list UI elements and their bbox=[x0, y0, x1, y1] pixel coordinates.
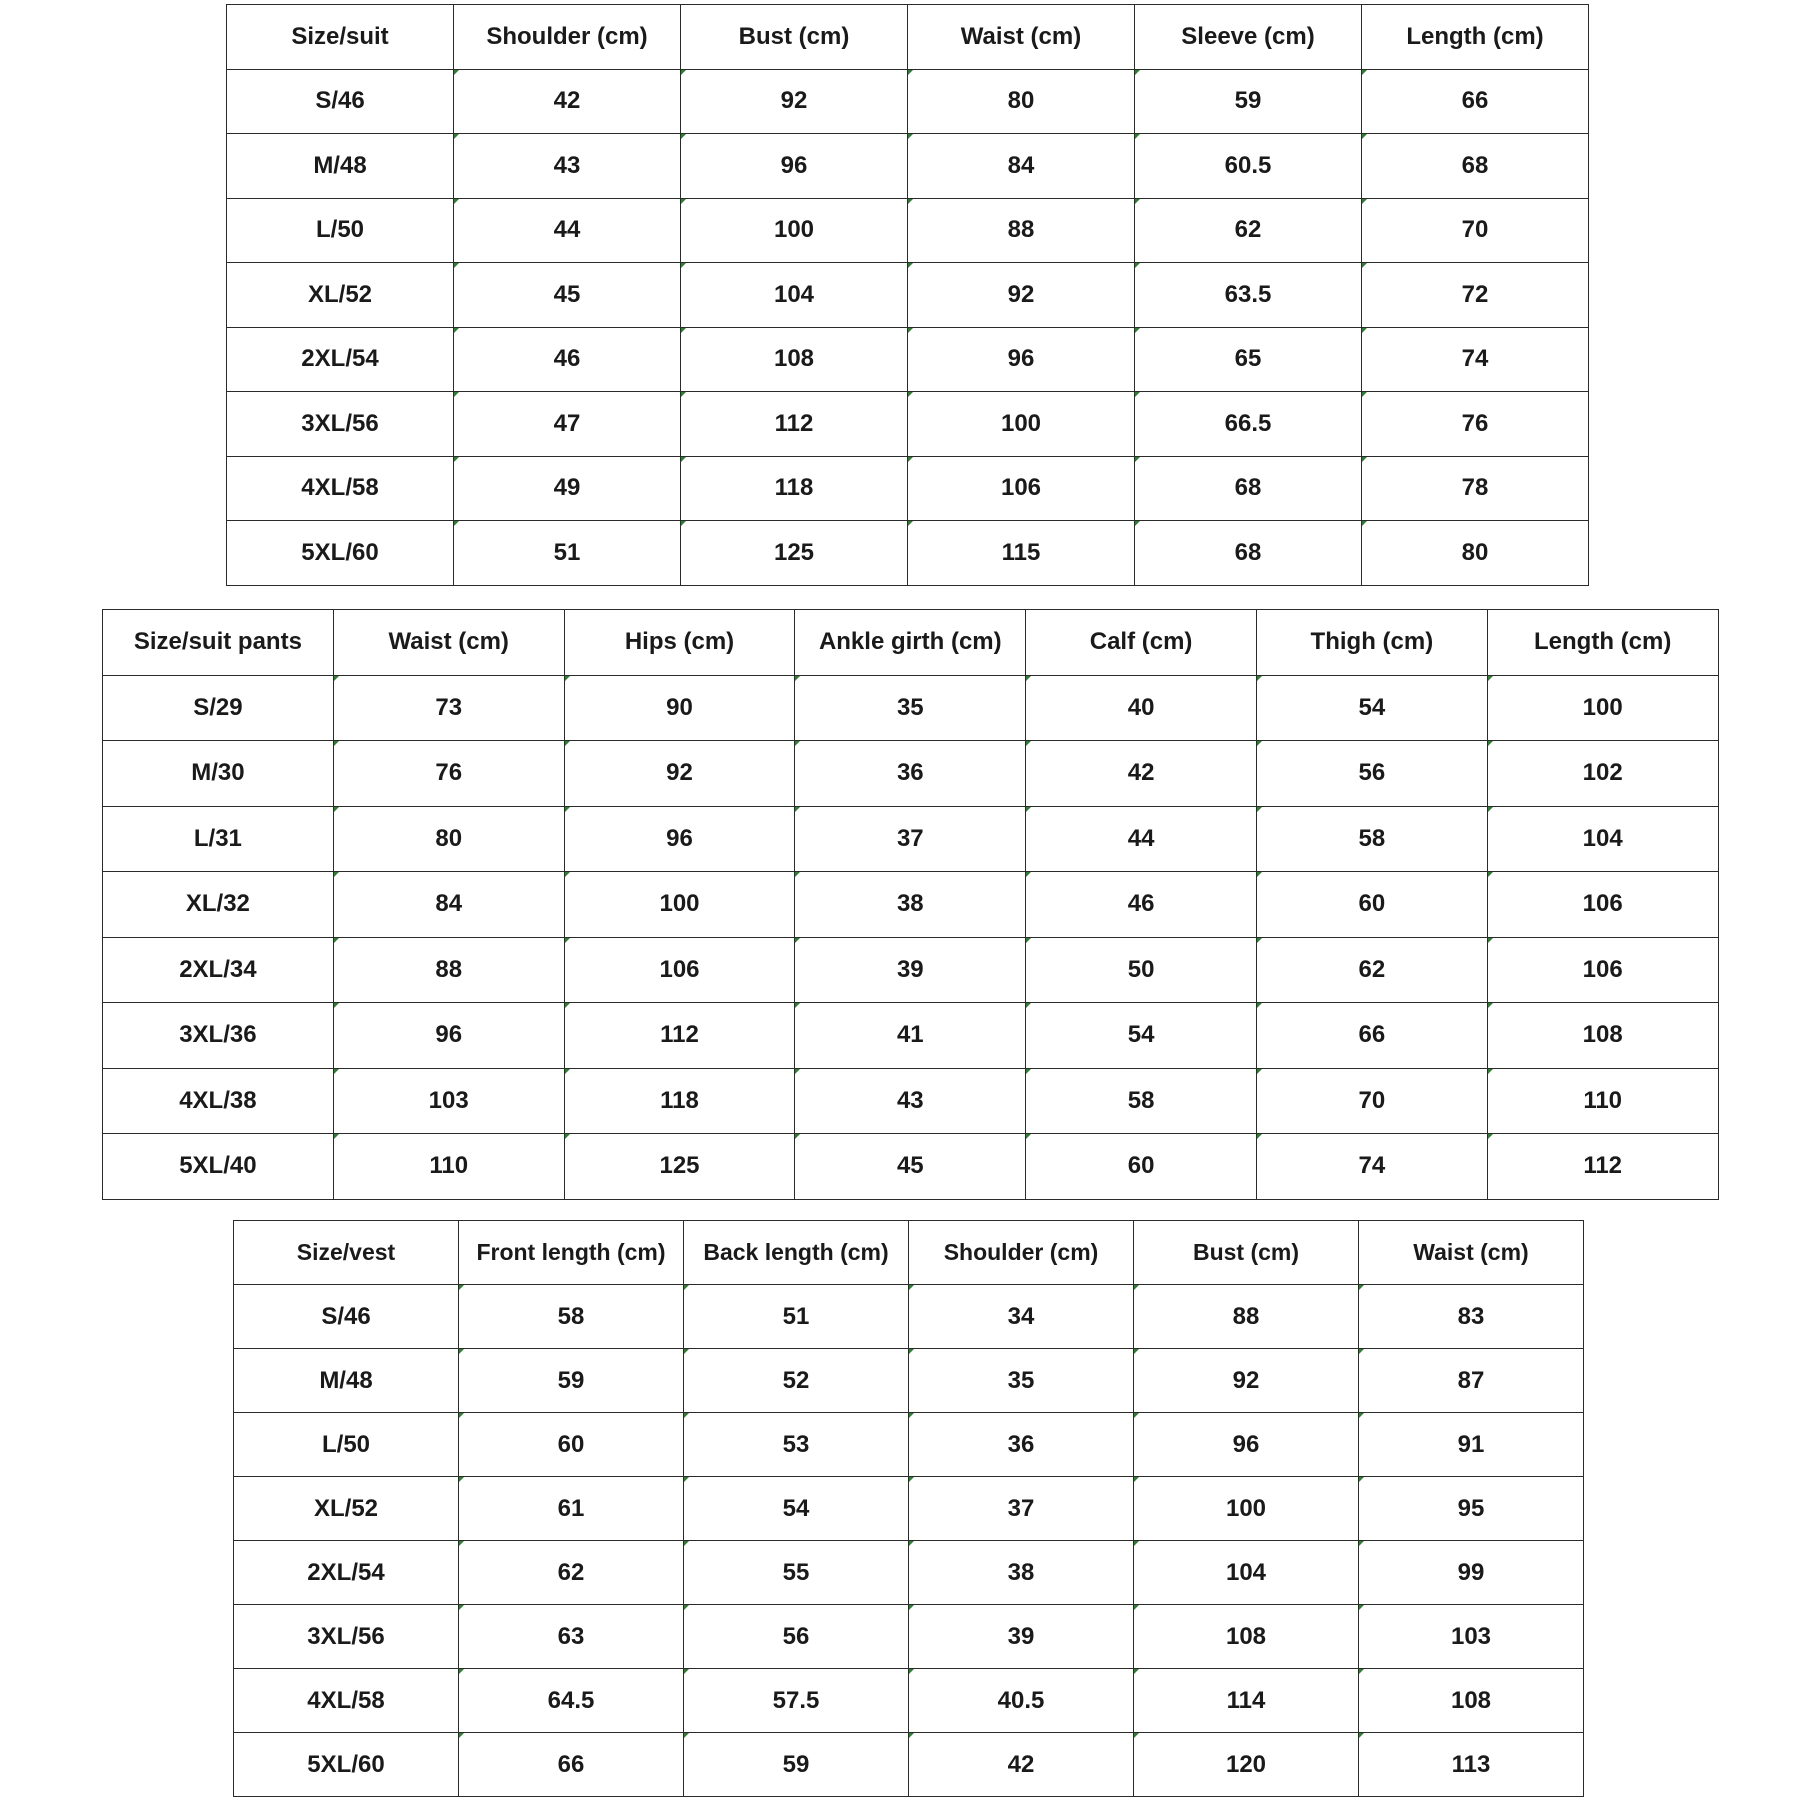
suit-table-body bbox=[227, 69, 1589, 585]
pants-measurement-cell: 100 bbox=[1487, 675, 1718, 741]
pants-measurement-cell: 58 bbox=[1256, 806, 1487, 872]
suit-measurement-cell: 59 bbox=[1135, 69, 1362, 134]
pants-column-header: Thigh (cm) bbox=[1256, 610, 1487, 676]
pants-column-header: Ankle girth (cm) bbox=[795, 610, 1026, 676]
suit-size-cell: L/50 bbox=[227, 198, 454, 263]
vest-measurement-cell: 63 bbox=[459, 1605, 684, 1669]
vest-measurement-cell: 120 bbox=[1134, 1733, 1359, 1797]
pants-measurement-cell: 56 bbox=[1256, 741, 1487, 807]
suit-size-cell: 3XL/56 bbox=[227, 392, 454, 457]
pants-measurement-cell: 96 bbox=[564, 806, 795, 872]
suit-measurement-cell: 68 bbox=[1362, 134, 1589, 199]
pants-measurement-cell: 102 bbox=[1487, 741, 1718, 807]
suit-measurement-cell: 108 bbox=[681, 327, 908, 392]
vest-measurement-cell: 92 bbox=[1134, 1349, 1359, 1413]
table-row bbox=[227, 69, 1589, 134]
vest-measurement-cell: 87 bbox=[1359, 1349, 1584, 1413]
pants-header-row bbox=[103, 610, 1719, 676]
suit-measurement-cell: 100 bbox=[681, 198, 908, 263]
vest-measurement-cell: 55 bbox=[684, 1541, 909, 1605]
vest-measurement-cell: 103 bbox=[1359, 1605, 1584, 1669]
suit-measurement-cell: 92 bbox=[908, 263, 1135, 328]
pants-column-header: Size/suit pants bbox=[103, 610, 334, 676]
vest-measurement-cell: 37 bbox=[909, 1477, 1134, 1541]
pants-measurement-cell: 54 bbox=[1256, 675, 1487, 741]
table-row bbox=[234, 1669, 1584, 1733]
pants-measurement-cell: 112 bbox=[1487, 1134, 1718, 1200]
suit-measurement-cell: 112 bbox=[681, 392, 908, 457]
vest-measurement-cell: 40.5 bbox=[909, 1669, 1134, 1733]
vest-measurement-cell: 59 bbox=[459, 1349, 684, 1413]
vest-measurement-cell: 38 bbox=[909, 1541, 1134, 1605]
pants-measurement-cell: 41 bbox=[795, 1003, 1026, 1069]
pants-measurement-cell: 54 bbox=[1026, 1003, 1257, 1069]
vest-measurement-cell: 114 bbox=[1134, 1669, 1359, 1733]
vest-column-header: Shoulder (cm) bbox=[909, 1221, 1134, 1285]
pants-measurement-cell: 84 bbox=[333, 872, 564, 938]
pants-measurement-cell: 58 bbox=[1026, 1068, 1257, 1134]
vest-measurement-cell: 64.5 bbox=[459, 1669, 684, 1733]
vest-measurement-cell: 62 bbox=[459, 1541, 684, 1605]
suit-size-cell: XL/52 bbox=[227, 263, 454, 328]
pants-size-cell: XL/32 bbox=[103, 872, 334, 938]
table-row bbox=[234, 1733, 1584, 1797]
pants-measurement-cell: 106 bbox=[1487, 872, 1718, 938]
suit-size-table bbox=[226, 4, 1589, 586]
table-row bbox=[234, 1477, 1584, 1541]
pants-measurement-cell: 36 bbox=[795, 741, 1026, 807]
pants-measurement-cell: 110 bbox=[1487, 1068, 1718, 1134]
vest-size-cell: 2XL/54 bbox=[234, 1541, 459, 1605]
pants-measurement-cell: 37 bbox=[795, 806, 1026, 872]
suit-column-header: Sleeve (cm) bbox=[1135, 5, 1362, 70]
pants-measurement-cell: 103 bbox=[333, 1068, 564, 1134]
suit-measurement-cell: 80 bbox=[1362, 521, 1589, 586]
suit-measurement-cell: 125 bbox=[681, 521, 908, 586]
suit-measurement-cell: 66.5 bbox=[1135, 392, 1362, 457]
pants-measurement-cell: 106 bbox=[564, 937, 795, 1003]
vest-measurement-cell: 42 bbox=[909, 1733, 1134, 1797]
suit-measurement-cell: 47 bbox=[454, 392, 681, 457]
pants-measurement-cell: 90 bbox=[564, 675, 795, 741]
pants-measurement-cell: 104 bbox=[1487, 806, 1718, 872]
pants-measurement-cell: 60 bbox=[1026, 1134, 1257, 1200]
suit-measurement-cell: 42 bbox=[454, 69, 681, 134]
vest-measurement-cell: 60 bbox=[459, 1413, 684, 1477]
suit-size-cell: 4XL/58 bbox=[227, 456, 454, 521]
suit-measurement-cell: 80 bbox=[908, 69, 1135, 134]
suit-measurement-cell: 43 bbox=[454, 134, 681, 199]
pants-measurement-cell: 46 bbox=[1026, 872, 1257, 938]
pants-size-cell: S/29 bbox=[103, 675, 334, 741]
suit-measurement-cell: 96 bbox=[681, 134, 908, 199]
pants-measurement-cell: 125 bbox=[564, 1134, 795, 1200]
pants-measurement-cell: 76 bbox=[333, 741, 564, 807]
pants-measurement-cell: 44 bbox=[1026, 806, 1257, 872]
suit-column-header: Bust (cm) bbox=[681, 5, 908, 70]
vest-measurement-cell: 36 bbox=[909, 1413, 1134, 1477]
pants-size-cell: L/31 bbox=[103, 806, 334, 872]
pants-measurement-cell: 42 bbox=[1026, 741, 1257, 807]
table-row bbox=[227, 263, 1589, 328]
suit-measurement-cell: 68 bbox=[1135, 521, 1362, 586]
suit-measurement-cell: 78 bbox=[1362, 456, 1589, 521]
suit-measurement-cell: 74 bbox=[1362, 327, 1589, 392]
vest-size-cell: 4XL/58 bbox=[234, 1669, 459, 1733]
pants-measurement-cell: 70 bbox=[1256, 1068, 1487, 1134]
suit-measurement-cell: 92 bbox=[681, 69, 908, 134]
vest-measurement-cell: 39 bbox=[909, 1605, 1134, 1669]
table-row bbox=[103, 872, 1719, 938]
pants-measurement-cell: 38 bbox=[795, 872, 1026, 938]
vest-measurement-cell: 51 bbox=[684, 1285, 909, 1349]
pants-measurement-cell: 108 bbox=[1487, 1003, 1718, 1069]
vest-measurement-cell: 99 bbox=[1359, 1541, 1584, 1605]
pants-column-header: Hips (cm) bbox=[564, 610, 795, 676]
suit-measurement-cell: 46 bbox=[454, 327, 681, 392]
table-row bbox=[103, 1134, 1719, 1200]
pants-measurement-cell: 35 bbox=[795, 675, 1026, 741]
pants-column-header: Waist (cm) bbox=[333, 610, 564, 676]
pants-column-header: Calf (cm) bbox=[1026, 610, 1257, 676]
vest-measurement-cell: 66 bbox=[459, 1733, 684, 1797]
vest-column-header: Waist (cm) bbox=[1359, 1221, 1584, 1285]
pants-measurement-cell: 39 bbox=[795, 937, 1026, 1003]
vest-measurement-cell: 61 bbox=[459, 1477, 684, 1541]
suit-measurement-cell: 100 bbox=[908, 392, 1135, 457]
suit-column-header: Size/suit bbox=[227, 5, 454, 70]
table-row bbox=[227, 198, 1589, 263]
vest-size-table bbox=[233, 1220, 1584, 1797]
pants-measurement-cell: 62 bbox=[1256, 937, 1487, 1003]
vest-table-body bbox=[234, 1285, 1584, 1797]
vest-size-cell: XL/52 bbox=[234, 1477, 459, 1541]
table-row bbox=[103, 675, 1719, 741]
suit-measurement-cell: 68 bbox=[1135, 456, 1362, 521]
pants-size-cell: 4XL/38 bbox=[103, 1068, 334, 1134]
vest-size-cell: 5XL/60 bbox=[234, 1733, 459, 1797]
vest-measurement-cell: 35 bbox=[909, 1349, 1134, 1413]
pants-size-cell: 2XL/34 bbox=[103, 937, 334, 1003]
suit-column-header: Length (cm) bbox=[1362, 5, 1589, 70]
suit-measurement-cell: 63.5 bbox=[1135, 263, 1362, 328]
suit-size-cell: M/48 bbox=[227, 134, 454, 199]
pants-measurement-cell: 45 bbox=[795, 1134, 1026, 1200]
table-row bbox=[234, 1349, 1584, 1413]
table-row bbox=[103, 741, 1719, 807]
pants-measurement-cell: 66 bbox=[1256, 1003, 1487, 1069]
suit-table-header bbox=[227, 5, 1589, 70]
table-row bbox=[103, 1068, 1719, 1134]
table-row bbox=[234, 1541, 1584, 1605]
pants-size-cell: 3XL/36 bbox=[103, 1003, 334, 1069]
pants-measurement-cell: 92 bbox=[564, 741, 795, 807]
vest-measurement-cell: 88 bbox=[1134, 1285, 1359, 1349]
vest-column-header: Size/vest bbox=[234, 1221, 459, 1285]
suit-measurement-cell: 60.5 bbox=[1135, 134, 1362, 199]
pants-table-header bbox=[103, 610, 1719, 676]
vest-measurement-cell: 58 bbox=[459, 1285, 684, 1349]
vest-measurement-cell: 59 bbox=[684, 1733, 909, 1797]
table-row bbox=[227, 134, 1589, 199]
suit-measurement-cell: 96 bbox=[908, 327, 1135, 392]
vest-measurement-cell: 52 bbox=[684, 1349, 909, 1413]
vest-measurement-cell: 54 bbox=[684, 1477, 909, 1541]
vest-size-cell: M/48 bbox=[234, 1349, 459, 1413]
pants-measurement-cell: 74 bbox=[1256, 1134, 1487, 1200]
pants-measurement-cell: 112 bbox=[564, 1003, 795, 1069]
suit-measurement-cell: 62 bbox=[1135, 198, 1362, 263]
pants-measurement-cell: 96 bbox=[333, 1003, 564, 1069]
vest-column-header: Front length (cm) bbox=[459, 1221, 684, 1285]
table-row bbox=[234, 1605, 1584, 1669]
pants-table-body bbox=[103, 675, 1719, 1199]
vest-measurement-cell: 108 bbox=[1134, 1605, 1359, 1669]
suit-measurement-cell: 49 bbox=[454, 456, 681, 521]
vest-measurement-cell: 104 bbox=[1134, 1541, 1359, 1605]
suit-measurement-cell: 115 bbox=[908, 521, 1135, 586]
vest-measurement-cell: 96 bbox=[1134, 1413, 1359, 1477]
pants-measurement-cell: 43 bbox=[795, 1068, 1026, 1134]
pants-measurement-cell: 40 bbox=[1026, 675, 1257, 741]
pants-measurement-cell: 73 bbox=[333, 675, 564, 741]
suit-measurement-cell: 118 bbox=[681, 456, 908, 521]
table-row bbox=[234, 1285, 1584, 1349]
suit-measurement-cell: 70 bbox=[1362, 198, 1589, 263]
suit-column-header: Shoulder (cm) bbox=[454, 5, 681, 70]
suit-size-cell: 2XL/54 bbox=[227, 327, 454, 392]
vest-measurement-cell: 53 bbox=[684, 1413, 909, 1477]
pants-measurement-cell: 88 bbox=[333, 937, 564, 1003]
vest-measurement-cell: 34 bbox=[909, 1285, 1134, 1349]
pants-size-cell: 5XL/40 bbox=[103, 1134, 334, 1200]
pants-measurement-cell: 100 bbox=[564, 872, 795, 938]
pants-measurement-cell: 106 bbox=[1487, 937, 1718, 1003]
pants-column-header: Length (cm) bbox=[1487, 610, 1718, 676]
suit-measurement-cell: 51 bbox=[454, 521, 681, 586]
vest-table-header bbox=[234, 1221, 1584, 1285]
suit-size-cell: S/46 bbox=[227, 69, 454, 134]
table-row bbox=[103, 937, 1719, 1003]
suit-measurement-cell: 84 bbox=[908, 134, 1135, 199]
suit-measurement-cell: 66 bbox=[1362, 69, 1589, 134]
suit-measurement-cell: 44 bbox=[454, 198, 681, 263]
suit-measurement-cell: 104 bbox=[681, 263, 908, 328]
suit-header-row bbox=[227, 5, 1589, 70]
vest-measurement-cell: 100 bbox=[1134, 1477, 1359, 1541]
vest-column-header: Back length (cm) bbox=[684, 1221, 909, 1285]
suit-measurement-cell: 106 bbox=[908, 456, 1135, 521]
vest-measurement-cell: 91 bbox=[1359, 1413, 1584, 1477]
pants-measurement-cell: 110 bbox=[333, 1134, 564, 1200]
suit-measurement-cell: 76 bbox=[1362, 392, 1589, 457]
vest-size-cell: S/46 bbox=[234, 1285, 459, 1349]
suit-size-cell: 5XL/60 bbox=[227, 521, 454, 586]
table-row bbox=[227, 327, 1589, 392]
vest-header-row bbox=[234, 1221, 1584, 1285]
vest-column-header: Bust (cm) bbox=[1134, 1221, 1359, 1285]
pants-measurement-cell: 50 bbox=[1026, 937, 1257, 1003]
pants-measurement-cell: 80 bbox=[333, 806, 564, 872]
suit-measurement-cell: 72 bbox=[1362, 263, 1589, 328]
vest-measurement-cell: 108 bbox=[1359, 1669, 1584, 1733]
table-row bbox=[103, 806, 1719, 872]
pants-measurement-cell: 60 bbox=[1256, 872, 1487, 938]
table-row bbox=[227, 456, 1589, 521]
vest-measurement-cell: 113 bbox=[1359, 1733, 1584, 1797]
vest-measurement-cell: 83 bbox=[1359, 1285, 1584, 1349]
vest-measurement-cell: 57.5 bbox=[684, 1669, 909, 1733]
suit-column-header: Waist (cm) bbox=[908, 5, 1135, 70]
table-row bbox=[234, 1413, 1584, 1477]
pants-size-cell: M/30 bbox=[103, 741, 334, 807]
pants-measurement-cell: 118 bbox=[564, 1068, 795, 1134]
table-row bbox=[103, 1003, 1719, 1069]
vest-measurement-cell: 56 bbox=[684, 1605, 909, 1669]
pants-size-table bbox=[102, 609, 1719, 1200]
suit-measurement-cell: 88 bbox=[908, 198, 1135, 263]
table-row bbox=[227, 392, 1589, 457]
vest-measurement-cell: 95 bbox=[1359, 1477, 1584, 1541]
vest-size-cell: 3XL/56 bbox=[234, 1605, 459, 1669]
suit-measurement-cell: 65 bbox=[1135, 327, 1362, 392]
table-row bbox=[227, 521, 1589, 586]
suit-measurement-cell: 45 bbox=[454, 263, 681, 328]
vest-size-cell: L/50 bbox=[234, 1413, 459, 1477]
